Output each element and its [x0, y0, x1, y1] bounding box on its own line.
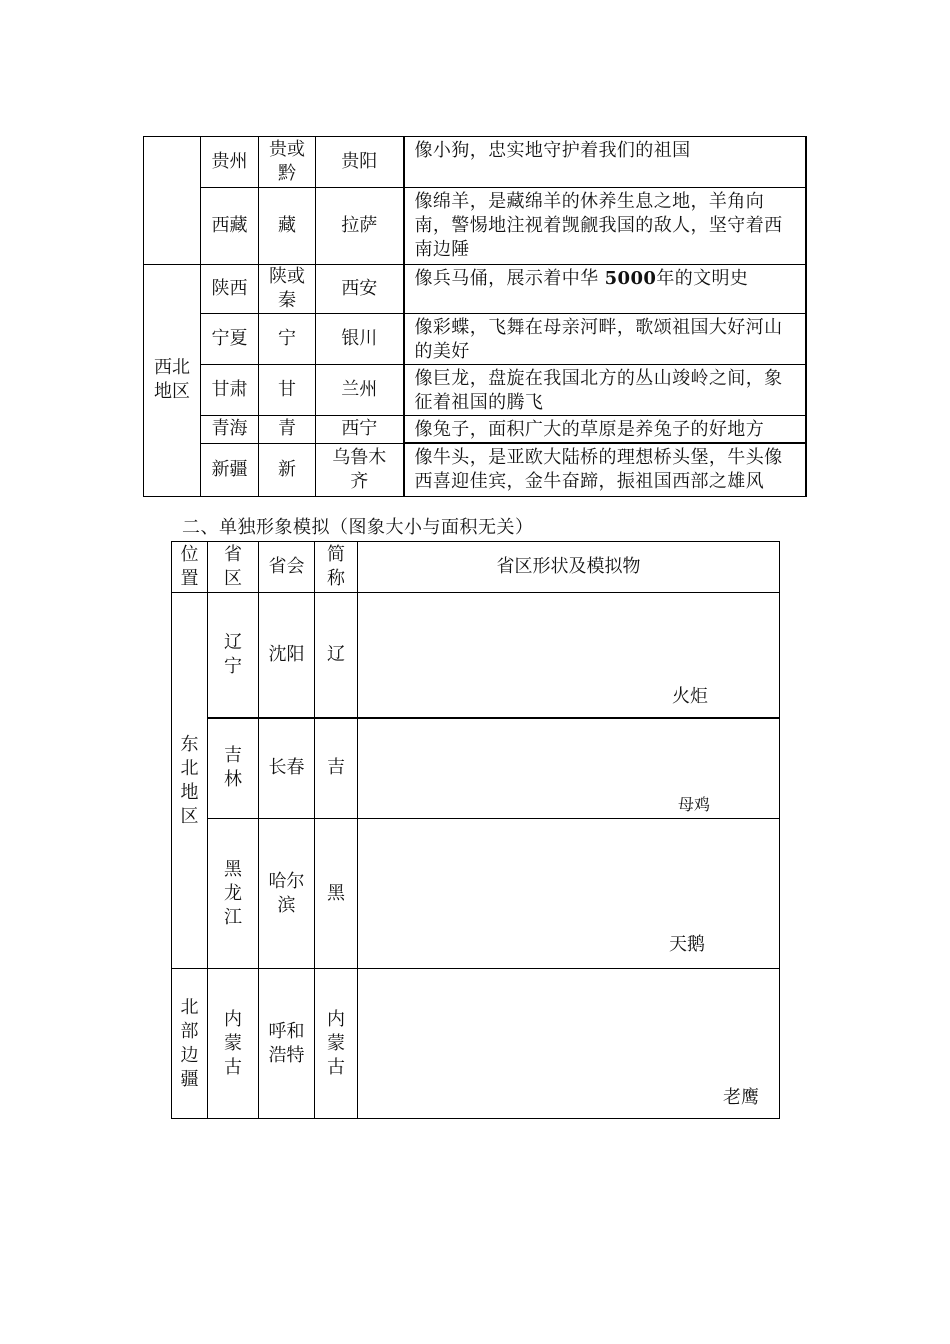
header-line: 省	[224, 544, 242, 565]
abbr-cell: 辽	[315, 593, 358, 718]
table-row	[144, 137, 806, 188]
description-cell: 像巨龙，盘旋在我国北方的丛山竣岭之间，象征着祖国的腾飞	[404, 365, 806, 416]
capital-cell: 沈阳	[259, 593, 315, 718]
region-label-line: 北	[180, 757, 199, 779]
capital-cell: 西安	[316, 265, 404, 314]
table-province-shapes	[171, 541, 780, 1119]
table-province-descriptions	[143, 136, 807, 497]
shape-cell	[358, 819, 780, 969]
table-row	[172, 593, 780, 718]
region-cell-northwest	[144, 265, 201, 497]
table-row	[172, 969, 780, 1119]
abbr-line: 秦	[278, 290, 296, 311]
header-position	[172, 542, 208, 593]
table-row	[144, 365, 806, 416]
province-line: 黑	[224, 858, 242, 880]
capital-line: 滨	[277, 894, 296, 916]
region-cell-northeast	[172, 593, 208, 969]
header-shape: 省区形状及模拟物	[358, 542, 780, 593]
province-line: 内	[224, 1008, 242, 1030]
region-label-line: 东	[180, 733, 199, 755]
header-line: 区	[224, 568, 242, 589]
region-label-line: 部	[180, 1020, 199, 1042]
shape-cell	[358, 969, 780, 1119]
abbr-cell: 新	[259, 443, 316, 496]
table-row	[144, 443, 806, 496]
abbr-cell: 藏	[259, 188, 316, 265]
description-cell: 像绵羊，是藏绵羊的休养生息之地，羊角向南，警惕地注视着觊觎我国的敌人，坚守着西南边陲	[404, 188, 806, 265]
description-cell: 像小狗，忠实地守护着我们的祖国	[404, 137, 806, 188]
capital-cell	[259, 969, 315, 1119]
capital-cell: 长春	[259, 718, 315, 819]
province-line: 宁	[224, 655, 242, 677]
capital-line: 齐	[350, 470, 369, 492]
abbr-line: 内	[327, 1008, 345, 1030]
shape-cell	[358, 718, 780, 819]
province-cell: 甘肃	[201, 365, 259, 416]
region-cell-north	[172, 969, 208, 1119]
province-cell: 宁夏	[201, 314, 259, 365]
region-label-line: 边	[180, 1044, 199, 1066]
description-number: 5000	[604, 268, 657, 289]
province-cell	[208, 969, 259, 1119]
abbr-line: 蒙	[327, 1032, 345, 1054]
capital-line: 乌鲁木	[332, 446, 387, 468]
table-row	[144, 314, 806, 365]
province-line: 江	[224, 906, 242, 928]
capital-cell	[316, 443, 404, 496]
region-cell-southwest	[144, 137, 201, 265]
description-cell: 像兔子，面积广大的草原是养兔子的好地方	[404, 416, 806, 444]
capital-line: 浩特	[268, 1044, 305, 1066]
shape-name: 天鹅	[669, 934, 705, 955]
table-row	[144, 188, 806, 265]
region-label-line: 疆	[180, 1068, 199, 1090]
description-cell: 像彩蝶，飞舞在母亲河畔，歌颂祖国大好河山的美好	[404, 314, 806, 365]
abbr-cell: 青	[259, 416, 316, 444]
section-heading: 二、单独形象模拟（图象大小与面积无关）	[182, 517, 534, 538]
capital-line: 呼和	[268, 1020, 305, 1042]
capital-cell: 银川	[316, 314, 404, 365]
description-text: 像兵马俑，展示着中华	[414, 268, 605, 289]
province-line: 辽	[224, 631, 242, 653]
capital-cell	[259, 819, 315, 969]
province-line: 林	[224, 769, 242, 791]
table-row	[144, 416, 806, 444]
header-capital: 省会	[259, 542, 315, 593]
header-line: 简	[327, 544, 345, 565]
province-cell	[208, 718, 259, 819]
province-cell	[208, 819, 259, 969]
description-cell: 像牛头，是亚欧大陆桥的理想桥头堡，牛头像西喜迎佳宾，金牛奋蹄，振祖国西部之雄风	[404, 443, 806, 496]
province-cell: 西藏	[201, 188, 259, 265]
province-cell: 新疆	[201, 443, 259, 496]
abbr-cell: 宁	[259, 314, 316, 365]
capital-cell: 贵阳	[316, 137, 404, 188]
shape-cell	[358, 593, 780, 718]
capital-cell: 西宁	[316, 416, 404, 444]
table-header-row	[172, 542, 780, 593]
abbr-cell	[259, 265, 316, 314]
capital-cell: 兰州	[316, 365, 404, 416]
province-line: 蒙	[224, 1032, 242, 1054]
abbr-cell	[315, 969, 358, 1119]
province-line: 古	[224, 1056, 242, 1078]
province-cell: 青海	[201, 416, 259, 444]
region-label-line: 地	[180, 781, 199, 803]
abbr-cell: 黑	[315, 819, 358, 969]
abbr-cell	[259, 137, 316, 188]
abbr-cell: 甘	[259, 365, 316, 416]
shape-name: 老鹰	[723, 1087, 759, 1108]
header-abbr	[315, 542, 358, 593]
abbr-cell: 吉	[315, 718, 358, 819]
abbr-line: 古	[327, 1056, 345, 1078]
header-line: 置	[180, 568, 199, 589]
shape-name: 火炬	[672, 686, 708, 707]
region-label-line: 区	[180, 805, 199, 827]
province-cell	[208, 593, 259, 718]
header-line: 位	[180, 544, 199, 565]
table-row	[144, 265, 806, 314]
table-row	[172, 819, 780, 969]
description-text: 年的文明史	[656, 268, 749, 289]
header-province	[208, 542, 259, 593]
region-label-line: 西北	[154, 357, 190, 379]
abbr-line: 黔	[278, 163, 296, 184]
region-label-line: 北	[180, 996, 199, 1018]
header-line: 称	[327, 568, 345, 589]
province-line: 吉	[224, 745, 242, 767]
abbr-line: 陕或	[269, 266, 305, 287]
province-cell: 贵州	[201, 137, 259, 188]
capital-cell: 拉萨	[316, 188, 404, 265]
region-label-line: 地区	[154, 381, 190, 403]
description-cell	[404, 265, 806, 314]
province-cell: 陕西	[201, 265, 259, 314]
table-row	[172, 718, 780, 819]
capital-line: 哈尔	[268, 870, 305, 892]
shape-name: 母鸡	[678, 794, 711, 814]
province-line: 龙	[224, 882, 242, 904]
abbr-line: 贵或	[269, 139, 305, 160]
